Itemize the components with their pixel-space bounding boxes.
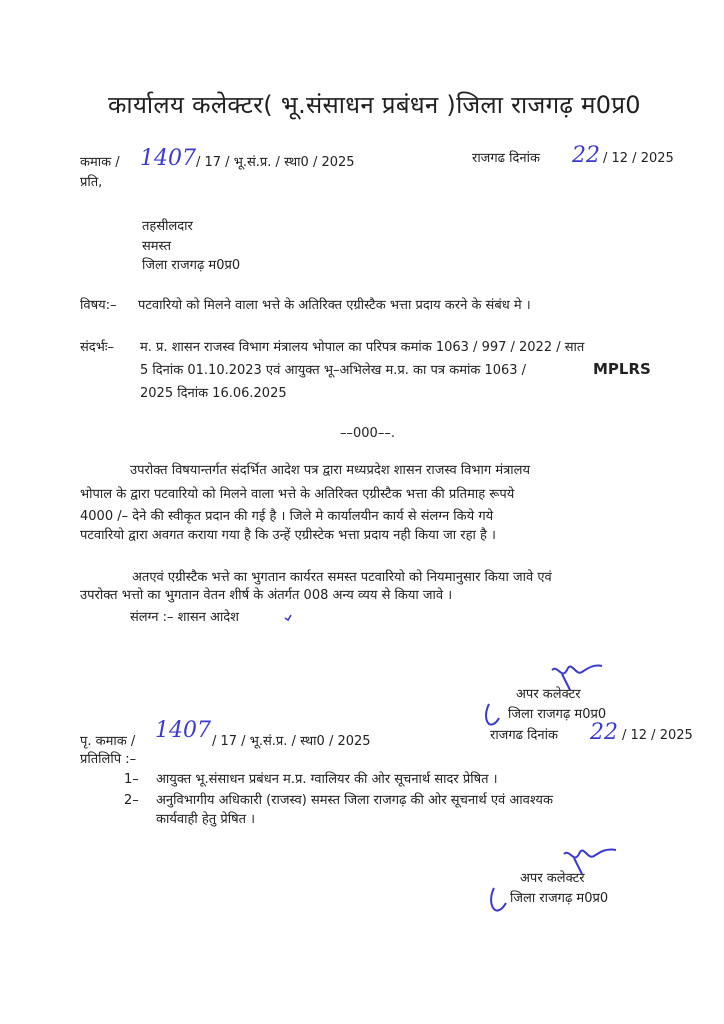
subject-label: विषय:– (80, 298, 117, 313)
signature-initial-1 (483, 702, 501, 728)
reference-mplrs: MPLRS (593, 360, 651, 378)
ref-prefix: कमाक / (80, 155, 120, 170)
signature-initial-2 (488, 886, 508, 914)
date-suffix: / 12 / 2025 (603, 151, 674, 166)
addressee-line1: तहसीलदार (142, 219, 193, 234)
body-para1-line2: भोपाल के द्वारा पटवारियो को मिलने वाला भत्ते के अतिरिक्त एग्रीस्टैक भत्ता की प्रतिमाह रूपये (80, 487, 515, 502)
endorsement-date-day-handwritten: 22 (590, 720, 618, 745)
endorsement-date-suffix: / 12 / 2025 (622, 728, 693, 743)
ref-number-handwritten: 1407 (140, 146, 196, 171)
reference-line2: 5 दिनांक 01.10.2023 एवं आयुक्त भू–अभिलेख म.प्र. का पत्र कमांक 1063 / (140, 363, 527, 378)
copy-item-2-text: अनुविभागीय अधिकारी (राजस्व) समस्त जिला राजगढ़ की ओर सूचनार्थ एवं आवश्यक (156, 793, 553, 808)
endorsement-date-prefix: राजगढ दिनांक (490, 728, 558, 743)
date-prefix: राजगढ दिनांक (472, 151, 540, 166)
separator: ––000––. (340, 426, 395, 441)
subject-text: पटवारियो को मिलने वाला भत्ते के अतिरिक्त एग्रीस्टैक भत्ता प्रदाय करने के संबंध मे । (138, 298, 531, 313)
endorsement-prefix: पृ. कमाक / (80, 734, 136, 749)
body-para1-line1: उपरोक्त विषयान्तर्गत संदर्भित आदेश पत्र द्वारा मध्यप्रदेश शासन राजस्व विभाग मंत्रालय (130, 463, 531, 478)
copy-item-1-text: आयुक्त भू.संसाधन प्रबंधन म.प्र. ग्वालियर की ओर सूचनार्थ सादर प्रेषित । (156, 772, 498, 787)
signature2-designation: अपर कलेक्टर (520, 871, 585, 886)
enclosure-line: संलग्न :– शासन आदेश (130, 610, 239, 625)
ref-suffix: / 17 / भू.सं.प्र. / स्था0 / 2025 (196, 155, 355, 170)
copy-item-1-num: 1– (124, 772, 139, 787)
reference-line3: 2025 दिनांक 16.06.2025 (140, 386, 287, 401)
date-day-handwritten: 22 (572, 143, 600, 168)
prati-label: प्रति, (80, 175, 103, 190)
endorsement-suffix: / 17 / भू.सं.प्र. / स्था0 / 2025 (212, 734, 371, 749)
copy-label: प्रतिलिपि :– (80, 752, 137, 767)
endorsement-number-handwritten: 1407 (155, 718, 211, 743)
reference-label: संदर्भः– (80, 340, 114, 355)
addressee-line2: समस्त (142, 239, 172, 254)
reference-line1: म. प्र. शासन राजस्व विभाग मंत्रालय भोपाल का परिपत्र कमांक 1063 / 997 / 2022 / सात (140, 340, 585, 355)
signature1-location: जिला राजगढ़ म0प्र0 (508, 707, 607, 722)
body-para2-line2: उपरोक्त भत्तो का भुगतान वेतन शीर्ष के अंतर्गत 008 अन्य व्यय से किया जावे । (80, 588, 453, 603)
signature2-location: जिला राजगढ़ म0प्र0 (510, 891, 609, 906)
signature1-designation: अपर कलेक्टर (516, 687, 581, 702)
office-title: कार्यालय कलेक्टर( भू.संसाधन प्रबंधन )जिला राजगढ़ म0प्र0 (108, 91, 641, 119)
addressee-line3: जिला राजगढ़ म0प्र0 (142, 258, 241, 273)
body-para1-line3: 4000 /– देने की स्वीकृत प्रदान की गई है । जिले मे कार्यालयीन कार्य से संलग्न किये गये (80, 509, 494, 524)
copy-item-2-num: 2– (124, 793, 139, 808)
copy-item-2-cont: कार्यवाही हेतु प्रेषित । (156, 812, 256, 827)
body-para2-line1: अतएवं एग्रीस्टैक भत्ते का भुगतान कार्यरत समस्त पटवारियो को नियमानुसार किया जावे एवं (132, 570, 552, 585)
body-para1-line4: पटवारियो द्वारा अवगत कराया गया है कि उन्हें एग्रीस्टेक भत्ता प्रदाय नही किया जा रहा है । (80, 528, 496, 543)
enclosure-tick-mark (284, 614, 292, 622)
